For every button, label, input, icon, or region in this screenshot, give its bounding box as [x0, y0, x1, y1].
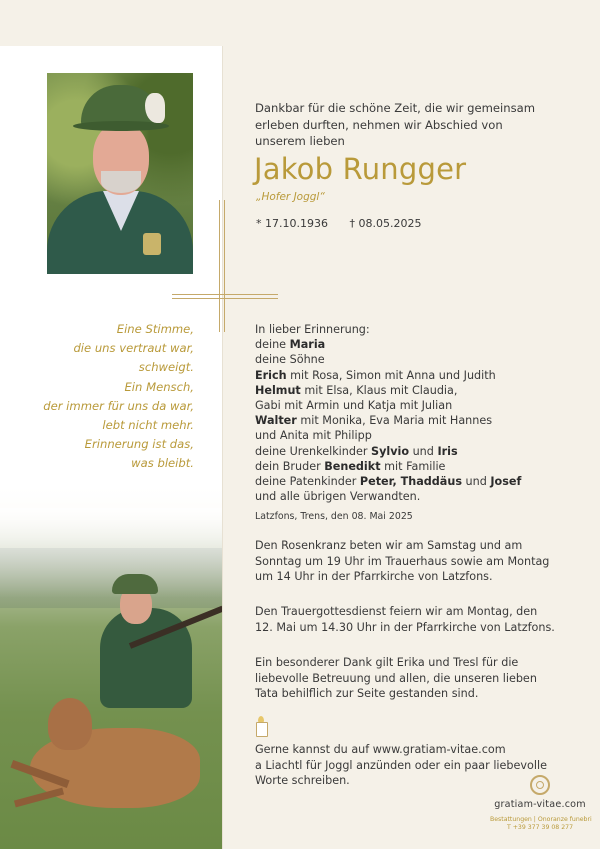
photo-hunter-hat: [112, 574, 158, 594]
poem-line: was bleibt.: [131, 456, 194, 471]
mourner-text: dein Bruder: [255, 459, 325, 473]
deceased-name: Jakob Rungger: [254, 152, 467, 186]
poem-line: lebt nicht mehr.: [102, 418, 194, 433]
photo-badge: [143, 233, 161, 255]
portrait-photo: [47, 73, 193, 274]
mourner-text: und: [461, 475, 491, 489]
gratiam-logo[interactable]: [490, 775, 590, 831]
life-dates: [256, 217, 439, 230]
mourner-line: [255, 413, 575, 428]
intro-line: erleben durften, nehmen wir Abschied von: [255, 117, 503, 132]
poem-line: der immer für uns da war,: [43, 398, 194, 413]
birth-date: * 17.10.1936: [256, 217, 328, 230]
mourner-line: [255, 337, 575, 352]
mourner-line: und Anita mit Philipp: [255, 429, 372, 443]
candle-line: Gerne kannst du auf www.gratiam-vitae.com: [255, 743, 506, 756]
logo-phone: T +39 377 39 08 277: [506, 824, 574, 831]
mourner-line: [255, 474, 575, 489]
mourner-text: deine Patenkinder: [255, 475, 360, 489]
mourner-text: mit Familie: [380, 459, 446, 473]
mourner-name: Walter: [255, 414, 297, 428]
rosary-info: [255, 538, 585, 585]
logo-subtitle: Bestattungen | Onoranze funebri: [490, 816, 592, 823]
intro-line: Dankbar für die schöne Zeit, die wir gemeinsam: [255, 101, 536, 115]
column-divider: [222, 46, 223, 849]
intro-text: [255, 100, 575, 150]
mourner-text: und: [409, 444, 438, 458]
candle-body: [256, 722, 268, 737]
mourner-name: Erich: [255, 368, 287, 382]
poem-line: Erinnerung ist das,: [84, 437, 194, 452]
mourners-list: [255, 322, 575, 504]
photo-deer-head: [48, 698, 92, 750]
mourner-name: Helmut: [255, 383, 301, 397]
thanks-info: [255, 655, 585, 702]
thanks-line: Tata behilflich zur Seite gestanden sind.: [255, 687, 479, 701]
cross-vertical-line: [219, 200, 220, 332]
mourner-line: Gabi mit Armin und Katja mit Julian: [255, 399, 453, 413]
candle-line: a Liachtl für Joggl anzünden oder ein paar liebevolle: [255, 758, 547, 772]
deceased-nickname: „Hofer Joggl“: [256, 191, 325, 203]
place-date: Latzfons, Trens, den 08. Mai 2025: [255, 511, 413, 522]
mourner-line: deine Söhne: [255, 353, 325, 367]
cross-horizontal-line: [172, 298, 278, 299]
mourner-name: Sylvio: [371, 444, 410, 458]
poem-line: Ein Mensch,: [124, 379, 194, 394]
funeral-line: Den Trauergottesdienst feiern wir am Montag, den: [255, 605, 538, 618]
mourners-heading: In lieber Erinnerung:: [255, 323, 370, 336]
mourner-name: Josef: [490, 475, 522, 489]
photo-feather: [145, 93, 165, 123]
rosary-line: Den Rosenkranz beten wir am Samstag und am: [255, 539, 523, 552]
logo-brand: gratiam-vitae.com: [494, 799, 586, 810]
mourner-name: Benedikt: [324, 459, 381, 473]
hunting-photo: [0, 508, 222, 849]
funeral-line: 12. Mai um 14.30 Uhr in der Pfarrkirche von Latzfons.: [255, 620, 555, 634]
mourner-line: [255, 368, 575, 383]
mourner-text: mit Monika, Eva Maria mit Hannes: [296, 414, 493, 428]
mourner-line: [255, 459, 575, 474]
funeral-info: [255, 604, 585, 635]
rosary-line: um 14 Uhr in der Pfarrkirche von Latzfons.: [255, 570, 493, 584]
thanks-line: Ein besonderer Dank gilt Erika und Tresl für die: [255, 656, 519, 669]
poem-line: die uns vertraut war,: [73, 341, 194, 356]
mourner-name: Peter, Thaddäus: [359, 475, 462, 489]
poem: [20, 320, 194, 474]
photo-fade: [0, 508, 222, 598]
mourner-text: mit Rosa, Simon mit Anna und Judith: [286, 368, 496, 382]
candle-line: Worte schreiben.: [255, 774, 350, 788]
intro-line: unserem lieben: [255, 134, 345, 148]
rosary-line: Sonntag um 19 Uhr im Trauerhaus sowie am Montag: [255, 554, 550, 568]
thanks-line: liebevolle Betreuung und allen, die unseren lieben: [255, 671, 537, 685]
mourner-text: mit Elsa, Klaus mit Claudia,: [300, 383, 458, 397]
candle-icon: [255, 716, 267, 736]
mourner-text: deine Urenkelkinder: [255, 444, 372, 458]
cross-vertical-line-2: [224, 200, 225, 332]
death-date: † 08.05.2025: [349, 217, 422, 230]
cross-horizontal-line-2: [172, 294, 278, 295]
photo-beard: [101, 171, 141, 193]
photo-deer-leg: [14, 788, 64, 808]
gratiam-ring-icon: [530, 775, 550, 795]
poem-line: schweigt.: [138, 360, 194, 375]
poem-line: Eine Stimme,: [116, 322, 194, 336]
mourner-text: deine: [255, 338, 290, 352]
mourner-name: Iris: [437, 444, 458, 458]
mourner-name: Maria: [289, 338, 326, 352]
mourner-line: [255, 444, 575, 459]
mourner-line: [255, 383, 575, 398]
mourner-line: und alle übrigen Verwandten.: [255, 490, 421, 504]
